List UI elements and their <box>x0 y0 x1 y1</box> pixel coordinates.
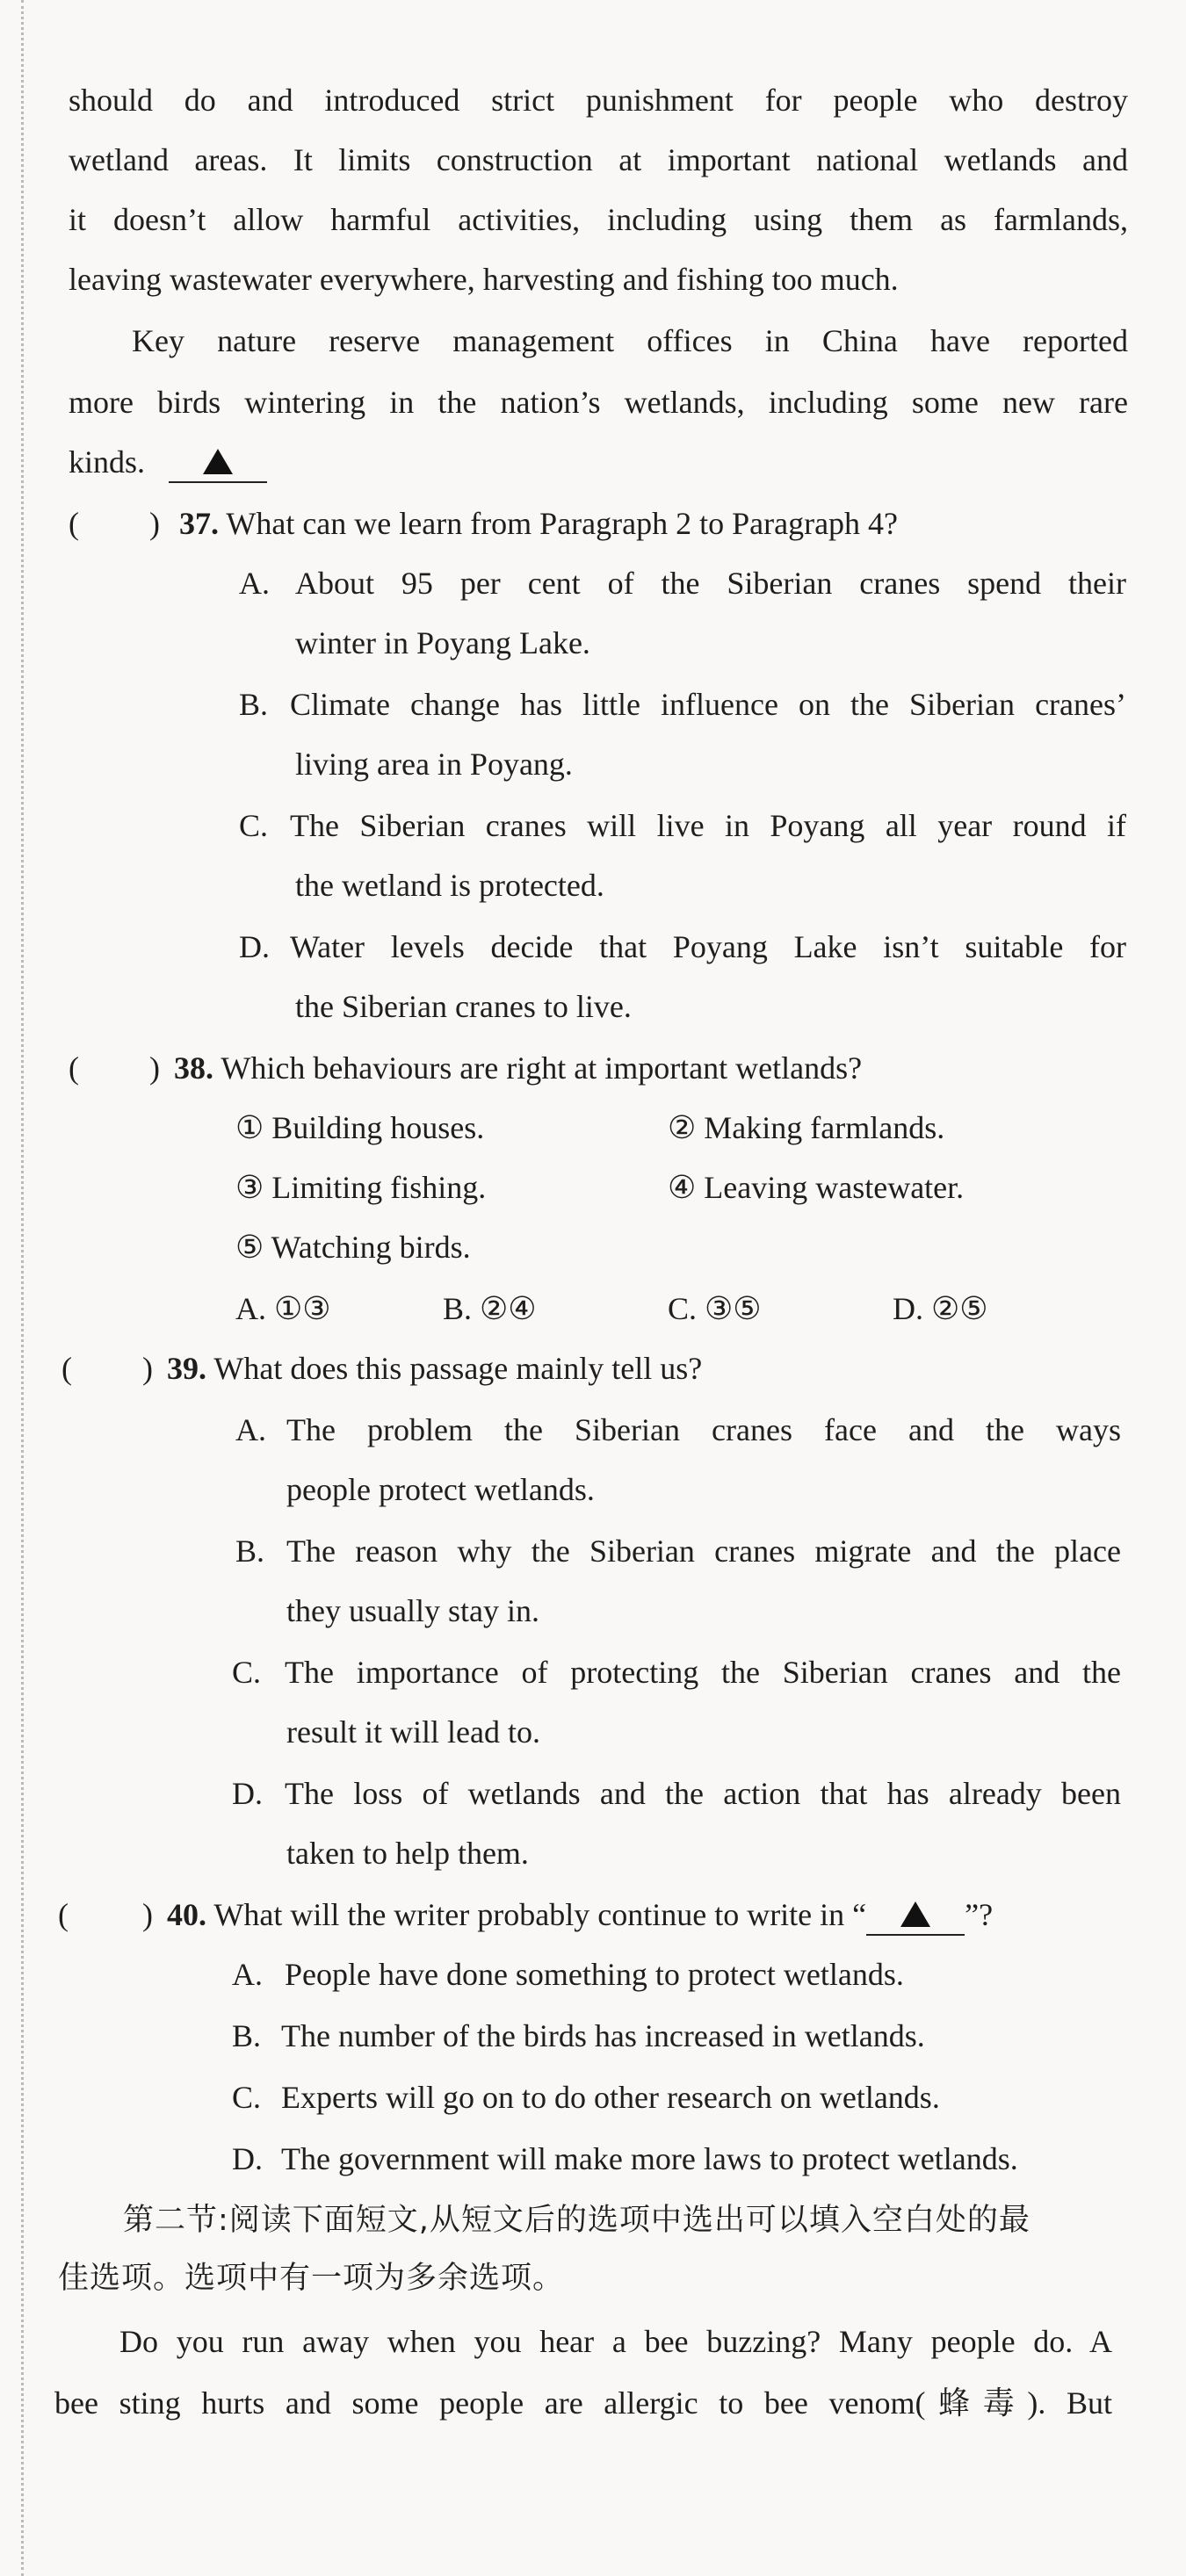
answer-paren-close: ) <box>142 1351 153 1386</box>
question-stem <box>167 1895 993 1936</box>
option-text: People have done something to protect wetlands. <box>285 1957 904 1992</box>
option-text: The government will make more laws to protect wetlands. <box>281 2141 1018 2176</box>
answer-paren-close: ) <box>149 506 160 541</box>
option-label: C. <box>232 2080 262 2115</box>
question-stem <box>174 1049 862 1087</box>
section-heading: 佳选项。选项中有一项为多余选项。 <box>58 2261 565 2296</box>
answer-box-q37[interactable] <box>98 506 146 541</box>
option-text: the Siberian cranes to live. <box>295 989 632 1024</box>
triangle-marker-icon <box>203 449 233 474</box>
question-text: What will the writer probably continue to write in “ <box>213 1897 867 1932</box>
option-label: A. <box>232 1957 263 1992</box>
option-choice: A. ①③ <box>235 1291 331 1326</box>
option-text: winter in Poyang Lake. <box>295 625 590 660</box>
option-text: Experts will go on to do other research on wetlands. <box>281 2080 940 2115</box>
option-text: The Siberian cranes will live in Poyang all year round if <box>290 808 1126 843</box>
option-label: B. <box>235 1533 265 1569</box>
option-label: D. <box>232 1776 263 1811</box>
passage-line: bee sting hurts and some people are allergic to bee venom(蜂毒). But <box>54 2385 1112 2421</box>
answer-box-q38[interactable] <box>98 1050 146 1086</box>
question-number: 37. <box>179 506 219 541</box>
option-label: D. <box>232 2141 263 2176</box>
question-text-end: ”? <box>965 1897 994 1932</box>
option-text: taken to help them. <box>286 1836 529 1871</box>
option-text: people protect wetlands. <box>286 1472 595 1507</box>
option-text: About 95 per cent of the Siberian cranes spend their <box>295 566 1126 601</box>
option-text: the wetland is protected. <box>295 868 604 903</box>
option-label: B. <box>232 2018 262 2053</box>
option-label: A. <box>239 566 270 601</box>
option-label: C. <box>232 1655 262 1690</box>
section-heading: 第二节:阅读下面短文,从短文后的选项中选出可以填入空白处的最 <box>123 2203 1031 2238</box>
question-stem <box>179 504 898 543</box>
passage-line: Key nature reserve management offices in China have reported <box>132 323 1128 358</box>
question-text: What can we learn from Paragraph 2 to Paragraph 4? <box>226 506 899 541</box>
option-choice: D. ②⑤ <box>893 1291 988 1326</box>
quoted-blank <box>866 1895 965 1936</box>
answer-box-q40[interactable] <box>88 1897 139 1932</box>
answer-box-q39[interactable] <box>91 1351 139 1386</box>
passage-line: leaving wastewater everywhere, harvesting and fishing too much. <box>69 262 899 297</box>
passage-line: wetland areas. It limits construction at important national wetlands and <box>69 142 1128 177</box>
option-label: A. <box>235 1412 266 1447</box>
question-text: What does this passage mainly tell us? <box>213 1351 703 1386</box>
passage-line: it doesn’t allow harmful activities, including using them as farmlands, <box>69 202 1128 237</box>
answer-paren-close: ) <box>142 1897 153 1932</box>
answer-paren-open: ( <box>69 1050 79 1086</box>
answer-paren-open: ( <box>69 506 79 541</box>
answer-blank[interactable] <box>169 443 267 483</box>
option-text: Climate change has little influence on the Siberian cranes’ <box>290 687 1126 722</box>
option-choice: B. ②④ <box>443 1291 537 1326</box>
option-text: they usually stay in. <box>286 1593 539 1628</box>
option-text: The reason why the Siberian cranes migrate and the place <box>286 1533 1121 1569</box>
passage-line: should do and introduced strict punishment for people who destroy <box>69 83 1128 118</box>
question-number: 39. <box>167 1351 206 1386</box>
answer-paren-open: ( <box>61 1351 72 1386</box>
choice-item: ③ Limiting fishing. <box>235 1170 487 1205</box>
answer-paren-close: ) <box>149 1050 160 1086</box>
passage-last-line <box>69 443 267 483</box>
option-text: living area in Poyang. <box>295 747 573 782</box>
passage-line: more birds wintering in the nation’s wetlands, including some new rare <box>69 385 1128 420</box>
option-text: The loss of wetlands and the action that has already been <box>285 1776 1121 1811</box>
question-text: Which behaviours are right at important wetlands? <box>221 1050 863 1086</box>
answer-paren-open: ( <box>58 1897 69 1932</box>
triangle-marker-icon <box>900 1901 930 1927</box>
question-number: 38. <box>174 1050 213 1086</box>
choice-item: ① Building houses. <box>235 1110 485 1145</box>
option-label: D. <box>239 929 270 964</box>
question-number: 40. <box>167 1897 206 1932</box>
option-label: C. <box>239 808 269 843</box>
option-text: The importance of protecting the Siberian cranes and the <box>285 1655 1121 1690</box>
option-text: The number of the birds has increased in wetlands. <box>281 2018 925 2053</box>
choice-item: ⑤ Watching birds. <box>235 1230 471 1265</box>
option-text: Water levels decide that Poyang Lake isn’t suitable for <box>290 929 1126 964</box>
option-choice: C. ③⑤ <box>668 1291 762 1326</box>
option-label: B. <box>239 687 269 722</box>
choice-item: ② Making farmlands. <box>668 1110 945 1145</box>
passage-line: Do you run away when you hear a bee buzzing? Many people do. A <box>119 2324 1112 2359</box>
question-stem <box>167 1349 702 1388</box>
option-text: result it will lead to. <box>286 1714 540 1750</box>
passage-line: kinds. <box>69 444 146 480</box>
option-text: The problem the Siberian cranes face and the ways <box>286 1412 1121 1447</box>
choice-item: ④ Leaving wastewater. <box>668 1170 965 1205</box>
